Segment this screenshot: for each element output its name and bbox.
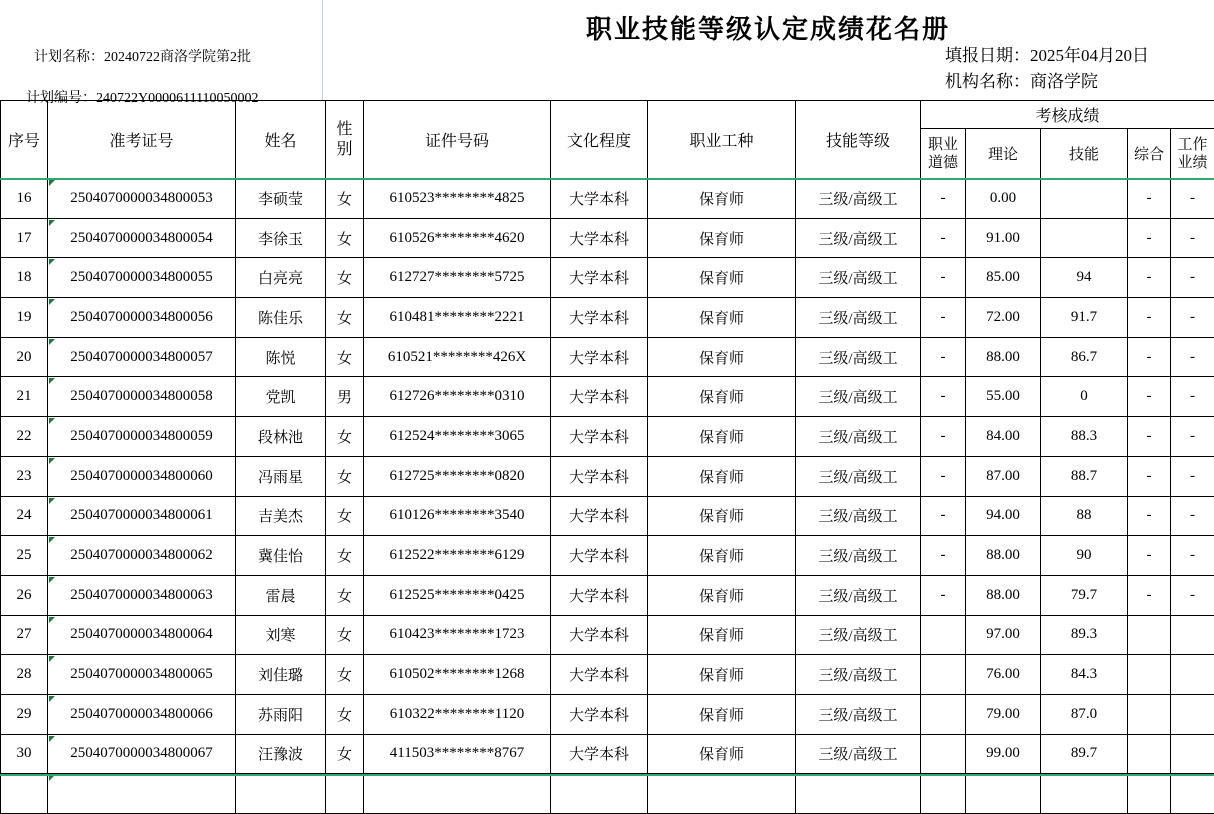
cell-skill[interactable] — [1041, 179, 1128, 219]
selection-boundary-line-top — [0, 178, 1214, 180]
cell-name[interactable]: 陈佳乐 — [236, 298, 326, 338]
cell-occupation[interactable]: 保育师 — [648, 536, 796, 576]
cell-education[interactable] — [551, 774, 648, 814]
col-header-seq[interactable]: 序号 — [1, 101, 48, 179]
cell-theory[interactable]: 72.00 — [966, 298, 1041, 338]
cell-name[interactable] — [236, 774, 326, 814]
ticket-no-text: 2504070000034800060 — [70, 468, 213, 484]
cell-gender[interactable]: 女 — [326, 456, 364, 496]
cell-seq[interactable]: 24 — [1, 496, 48, 536]
cell-seq[interactable]: 21 — [1, 377, 48, 417]
plan-code-text: 计划编号：240722Y0000611110050002 — [26, 87, 259, 107]
org-name-text: 机构名称：商洛学院 — [945, 69, 1149, 95]
cell-id-number[interactable]: 610423********1723 — [364, 615, 551, 655]
cell-performance[interactable] — [1171, 694, 1214, 734]
cell-education[interactable]: 大学本科 — [551, 337, 648, 377]
cell-education[interactable]: 大学本科 — [551, 218, 648, 258]
ticket-no-text: 2504070000034800066 — [70, 706, 213, 722]
table-row — [1, 218, 1214, 258]
error-triangle-icon — [49, 299, 55, 305]
cell-name[interactable]: 雷晨 — [236, 575, 326, 615]
cell-skill[interactable]: 88.3 — [1041, 417, 1128, 457]
error-triangle-icon — [49, 498, 55, 504]
cell-occupation[interactable]: 保育师 — [648, 655, 796, 695]
col-header-performance[interactable]: 工作业绩 — [1171, 129, 1214, 179]
cell-seq[interactable]: 16 — [1, 179, 48, 219]
cell-skill-level[interactable]: 三级/高级工 — [796, 218, 921, 258]
cell-skill-level[interactable] — [796, 774, 921, 814]
cell-performance[interactable]: - — [1171, 456, 1214, 496]
cell-id-number[interactable]: 612524********3065 — [364, 417, 551, 457]
cell-occupation[interactable]: 保育师 — [648, 615, 796, 655]
ticket-no-text: 2504070000034800061 — [70, 507, 213, 523]
table-row — [1, 456, 1214, 496]
cell-ticket-no[interactable] — [48, 417, 236, 457]
cell-performance[interactable] — [1171, 615, 1214, 655]
cell-ticket-no[interactable] — [48, 298, 236, 338]
cell-theory[interactable]: 87.00 — [966, 456, 1041, 496]
cell-skill-level[interactable]: 三级/高级工 — [796, 615, 921, 655]
cell-ticket-no[interactable] — [48, 456, 236, 496]
cell-skill-level[interactable]: 三级/高级工 — [796, 179, 921, 219]
cell-skill[interactable]: 89.3 — [1041, 615, 1128, 655]
cell-skill[interactable]: 94 — [1041, 258, 1128, 298]
cell-comprehensive[interactable] — [1128, 655, 1171, 695]
cell-skill[interactable]: 89.7 — [1041, 734, 1128, 774]
cell-comprehensive[interactable] — [1128, 734, 1171, 774]
cell-id-number[interactable]: 612525********0425 — [364, 575, 551, 615]
cell-education[interactable]: 大学本科 — [551, 456, 648, 496]
cell-ticket-no[interactable] — [48, 496, 236, 536]
cell-ethics[interactable]: - — [921, 298, 966, 338]
cell-ticket-no[interactable] — [48, 536, 236, 576]
cell-education[interactable]: 大学本科 — [551, 258, 648, 298]
fill-date-text: 填报日期：2025年04月20日 — [945, 43, 1149, 69]
cell-education[interactable]: 大学本科 — [551, 179, 648, 219]
cell-skill-level[interactable]: 三级/高级工 — [796, 496, 921, 536]
cell-gender[interactable]: 女 — [326, 179, 364, 219]
roster-table-body — [1, 179, 1214, 814]
cell-seq[interactable]: 25 — [1, 536, 48, 576]
col-group-header-scores[interactable]: 考核成绩 — [921, 101, 1214, 129]
cell-education[interactable]: 大学本科 — [551, 615, 648, 655]
ticket-no-text: 2504070000034800065 — [70, 666, 213, 682]
cell-occupation[interactable]: 保育师 — [648, 258, 796, 298]
cell-gender[interactable]: 女 — [326, 258, 364, 298]
cell-seq[interactable]: 30 — [1, 734, 48, 774]
roster-table — [0, 100, 1214, 814]
cell-performance[interactable]: - — [1171, 337, 1214, 377]
cell-gender[interactable]: 男 — [326, 377, 364, 417]
cell-comprehensive[interactable]: - — [1128, 179, 1171, 219]
cell-skill-level[interactable]: 三级/高级工 — [796, 456, 921, 496]
cell-gender[interactable]: 女 — [326, 615, 364, 655]
error-triangle-icon — [49, 736, 55, 742]
cell-name[interactable]: 刘佳璐 — [236, 655, 326, 695]
cell-comprehensive[interactable]: - — [1128, 258, 1171, 298]
cell-seq[interactable]: 18 — [1, 258, 48, 298]
error-triangle-icon — [49, 577, 55, 583]
cell-performance[interactable]: - — [1171, 575, 1214, 615]
cell-comprehensive[interactable]: - — [1128, 298, 1171, 338]
cell-theory[interactable]: 55.00 — [966, 377, 1041, 417]
cell-id-number[interactable]: 612726********0310 — [364, 377, 551, 417]
cell-name[interactable]: 白亮亮 — [236, 258, 326, 298]
cell-education[interactable]: 大学本科 — [551, 377, 648, 417]
cell-ethics[interactable]: - — [921, 337, 966, 377]
cell-id-number[interactable] — [364, 774, 551, 814]
error-triangle-icon — [49, 418, 55, 424]
col-header-occupation[interactable]: 职业工种 — [648, 101, 796, 179]
cell-theory[interactable]: 85.00 — [966, 258, 1041, 298]
cell-seq[interactable]: 29 — [1, 694, 48, 734]
cell-education[interactable]: 大学本科 — [551, 655, 648, 695]
cell-ticket-no[interactable] — [48, 337, 236, 377]
cell-ethics[interactable] — [921, 615, 966, 655]
selection-boundary-line-bottom — [0, 774, 1214, 776]
table-row-partial — [1, 774, 1214, 814]
cell-comprehensive[interactable] — [1128, 615, 1171, 655]
cell-name[interactable]: 刘寒 — [236, 615, 326, 655]
table-row — [1, 496, 1214, 536]
cell-performance[interactable]: - — [1171, 536, 1214, 576]
cell-gender[interactable]: 女 — [326, 694, 364, 734]
cell-theory[interactable]: 94.00 — [966, 496, 1041, 536]
cell-occupation[interactable]: 保育师 — [648, 734, 796, 774]
cell-ticket-no[interactable] — [48, 575, 236, 615]
cell-seq[interactable] — [1, 774, 48, 814]
cell-seq[interactable]: 17 — [1, 218, 48, 258]
ticket-no-text: 2504070000034800054 — [70, 230, 213, 246]
col-header-ticket-no[interactable]: 准考证号 — [48, 101, 236, 179]
col-header-gender[interactable]: 性别 — [326, 101, 364, 179]
cell-name[interactable]: 陈悦 — [236, 337, 326, 377]
cell-name[interactable]: 李徐玉 — [236, 218, 326, 258]
cell-occupation[interactable]: 保育师 — [648, 694, 796, 734]
cell-performance[interactable]: - — [1171, 496, 1214, 536]
cell-ethics[interactable] — [921, 734, 966, 774]
cell-ethics[interactable]: - — [921, 377, 966, 417]
error-triangle-icon — [49, 775, 55, 781]
cell-theory[interactable]: 91.00 — [966, 218, 1041, 258]
cell-gender[interactable]: 女 — [326, 655, 364, 695]
cell-skill[interactable]: 90 — [1041, 536, 1128, 576]
cell-seq[interactable]: 26 — [1, 575, 48, 615]
cell-theory[interactable]: 97.00 — [966, 615, 1041, 655]
cell-theory[interactable]: 0.00 — [966, 179, 1041, 219]
col-header-id-number[interactable]: 证件号码 — [364, 101, 551, 179]
cell-id-number[interactable]: 612522********6129 — [364, 536, 551, 576]
cell-theory[interactable]: 88.00 — [966, 337, 1041, 377]
cell-ethics[interactable]: - — [921, 218, 966, 258]
cell-occupation[interactable]: 保育师 — [648, 218, 796, 258]
error-triangle-icon — [49, 537, 55, 543]
col-header-comprehensive[interactable]: 综合 — [1128, 129, 1171, 179]
cell-id-number[interactable]: 411503********8767 — [364, 734, 551, 774]
cell-performance[interactable] — [1171, 655, 1214, 695]
table-row — [1, 694, 1214, 734]
ticket-no-text: 2504070000034800063 — [70, 587, 213, 603]
cell-occupation[interactable]: 保育师 — [648, 298, 796, 338]
cell-skill-level[interactable]: 三级/高级工 — [796, 298, 921, 338]
cell-theory[interactable]: 99.00 — [966, 734, 1041, 774]
error-triangle-icon — [49, 458, 55, 464]
cell-performance[interactable]: - — [1171, 179, 1214, 219]
cell-occupation[interactable]: 保育师 — [648, 496, 796, 536]
cell-name[interactable]: 李硕莹 — [236, 179, 326, 219]
report-meta-block — [945, 43, 1149, 95]
cell-theory[interactable]: 88.00 — [966, 575, 1041, 615]
cell-performance[interactable]: - — [1171, 218, 1214, 258]
cell-ethics[interactable] — [921, 655, 966, 695]
cell-skill[interactable]: 88.7 — [1041, 456, 1128, 496]
cell-ticket-no[interactable] — [48, 774, 236, 814]
table-row — [1, 258, 1214, 298]
cell-ethics[interactable]: - — [921, 258, 966, 298]
cell-gender[interactable]: 女 — [326, 734, 364, 774]
cell-education[interactable]: 大学本科 — [551, 417, 648, 457]
cell-seq[interactable]: 23 — [1, 456, 48, 496]
cell-theory[interactable]: 84.00 — [966, 417, 1041, 457]
ticket-no-text: 2504070000034800067 — [70, 745, 213, 761]
cell-ethics[interactable]: - — [921, 456, 966, 496]
cell-ticket-no[interactable] — [48, 694, 236, 734]
error-triangle-icon — [49, 656, 55, 662]
cell-name[interactable]: 段林池 — [236, 417, 326, 457]
error-triangle-icon — [49, 696, 55, 702]
cell-ticket-no[interactable] — [48, 615, 236, 655]
cell-occupation[interactable]: 保育师 — [648, 456, 796, 496]
cell-skill-level[interactable]: 三级/高级工 — [796, 694, 921, 734]
cell-gender[interactable]: 女 — [326, 496, 364, 536]
ticket-no-text: 2504070000034800053 — [70, 190, 213, 206]
table-row — [1, 655, 1214, 695]
cell-comprehensive[interactable] — [1128, 694, 1171, 734]
ticket-no-text: 2504070000034800062 — [70, 547, 213, 563]
table-row — [1, 377, 1214, 417]
error-triangle-icon — [49, 339, 55, 345]
cell-gender[interactable] — [326, 774, 364, 814]
cell-occupation[interactable]: 保育师 — [648, 179, 796, 219]
cell-id-number[interactable]: 610481********2221 — [364, 298, 551, 338]
ticket-no-text: 2504070000034800059 — [70, 428, 213, 444]
cell-skill[interactable]: 91.7 — [1041, 298, 1128, 338]
cell-skill[interactable]: 86.7 — [1041, 337, 1128, 377]
cell-name[interactable]: 苏雨阳 — [236, 694, 326, 734]
cell-id-number[interactable]: 610126********3540 — [364, 496, 551, 536]
error-triangle-icon — [49, 220, 55, 226]
cell-performance[interactable]: - — [1171, 377, 1214, 417]
cell-id-number[interactable]: 612727********5725 — [364, 258, 551, 298]
col-header-name[interactable]: 姓名 — [236, 101, 326, 179]
cell-name[interactable]: 冯雨星 — [236, 456, 326, 496]
cell-ticket-no[interactable] — [48, 179, 236, 219]
cell-ticket-no[interactable] — [48, 258, 236, 298]
cell-occupation[interactable]: 保育师 — [648, 377, 796, 417]
cell-ethics[interactable]: - — [921, 496, 966, 536]
cell-comprehensive[interactable]: - — [1128, 337, 1171, 377]
ticket-no-text: 2504070000034800056 — [70, 309, 213, 325]
col-header-ethics[interactable]: 职业道德 — [921, 129, 966, 179]
table-row — [1, 734, 1214, 774]
cell-gender[interactable]: 女 — [326, 575, 364, 615]
error-triangle-icon — [49, 617, 55, 623]
cell-education[interactable]: 大学本科 — [551, 734, 648, 774]
cell-education[interactable]: 大学本科 — [551, 536, 648, 576]
cell-theory[interactable] — [966, 774, 1041, 814]
cell-name[interactable]: 汪豫波 — [236, 734, 326, 774]
cell-id-number[interactable]: 610322********1120 — [364, 694, 551, 734]
col-header-skill[interactable]: 技能 — [1041, 129, 1128, 179]
cell-education[interactable]: 大学本科 — [551, 694, 648, 734]
cell-seq[interactable]: 22 — [1, 417, 48, 457]
cell-skill[interactable] — [1041, 218, 1128, 258]
cell-skill[interactable]: 88 — [1041, 496, 1128, 536]
cell-theory[interactable]: 76.00 — [966, 655, 1041, 695]
cell-skill[interactable]: 87.0 — [1041, 694, 1128, 734]
cell-occupation[interactable] — [648, 774, 796, 814]
cell-id-number[interactable]: 610521********426X — [364, 337, 551, 377]
cell-performance[interactable] — [1171, 774, 1214, 814]
cell-skill[interactable]: 79.7 — [1041, 575, 1128, 615]
ticket-no-text: 2504070000034800055 — [70, 269, 213, 285]
cell-skill-level[interactable]: 三级/高级工 — [796, 417, 921, 457]
page-title: 职业技能等级认定成绩花名册 — [322, 9, 1214, 46]
cell-seq[interactable]: 19 — [1, 298, 48, 338]
cell-ethics[interactable]: - — [921, 575, 966, 615]
cell-id-number[interactable]: 610526********4620 — [364, 218, 551, 258]
cell-ticket-no[interactable] — [48, 734, 236, 774]
cell-comprehensive[interactable]: - — [1128, 456, 1171, 496]
cell-skill[interactable]: 0 — [1041, 377, 1128, 417]
cell-theory[interactable]: 88.00 — [966, 536, 1041, 576]
cell-ethics[interactable]: - — [921, 536, 966, 576]
cell-id-number[interactable]: 610502********1268 — [364, 655, 551, 695]
table-row — [1, 536, 1214, 576]
cell-name[interactable]: 吉美杰 — [236, 496, 326, 536]
cell-performance[interactable] — [1171, 734, 1214, 774]
cell-skill-level[interactable]: 三级/高级工 — [796, 337, 921, 377]
cell-gender[interactable]: 女 — [326, 337, 364, 377]
error-triangle-icon — [49, 378, 55, 384]
cell-skill[interactable]: 84.3 — [1041, 655, 1128, 695]
ticket-no-text: 2504070000034800058 — [70, 388, 213, 404]
cell-gender[interactable]: 女 — [326, 218, 364, 258]
table-row — [1, 575, 1214, 615]
cell-ethics[interactable] — [921, 774, 966, 814]
col-header-skill-level[interactable]: 技能等级 — [796, 101, 921, 179]
cell-comprehensive[interactable]: - — [1128, 496, 1171, 536]
cell-gender[interactable]: 女 — [326, 298, 364, 338]
cell-occupation[interactable]: 保育师 — [648, 575, 796, 615]
cell-education[interactable]: 大学本科 — [551, 298, 648, 338]
cell-id-number[interactable]: 612725********0820 — [364, 456, 551, 496]
ticket-no-text: 2504070000034800064 — [70, 626, 213, 642]
cell-gender[interactable]: 女 — [326, 536, 364, 576]
cell-ethics[interactable]: - — [921, 417, 966, 457]
cell-theory[interactable]: 79.00 — [966, 694, 1041, 734]
table-row — [1, 615, 1214, 655]
table-row — [1, 417, 1214, 457]
error-triangle-icon — [49, 259, 55, 265]
cell-education[interactable]: 大学本科 — [551, 575, 648, 615]
document-header — [0, 0, 1214, 100]
cell-comprehensive[interactable] — [1128, 774, 1171, 814]
roster-table-head — [1, 101, 1214, 179]
cell-skill-level[interactable]: 三级/高级工 — [796, 258, 921, 298]
cell-ticket-no[interactable] — [48, 218, 236, 258]
cell-seq[interactable]: 20 — [1, 337, 48, 377]
cell-skill-level[interactable]: 三级/高级工 — [796, 655, 921, 695]
cell-comprehensive[interactable]: - — [1128, 417, 1171, 457]
cell-education[interactable]: 大学本科 — [551, 496, 648, 536]
cell-skill[interactable] — [1041, 774, 1128, 814]
ticket-no-text: 2504070000034800057 — [70, 349, 213, 365]
table-row — [1, 179, 1214, 219]
cell-name[interactable]: 冀佳怡 — [236, 536, 326, 576]
cell-comprehensive[interactable]: - — [1128, 575, 1171, 615]
cell-gender[interactable]: 女 — [326, 417, 364, 457]
col-header-theory[interactable]: 理论 — [966, 129, 1041, 179]
cell-name[interactable]: 党凯 — [236, 377, 326, 417]
cell-skill-level[interactable]: 三级/高级工 — [796, 377, 921, 417]
cell-performance[interactable]: - — [1171, 298, 1214, 338]
cell-comprehensive[interactable]: - — [1128, 218, 1171, 258]
table-row — [1, 298, 1214, 338]
cell-performance[interactable]: - — [1171, 417, 1214, 457]
cell-ethics[interactable] — [921, 694, 966, 734]
cell-seq[interactable]: 27 — [1, 615, 48, 655]
cell-performance[interactable]: - — [1171, 258, 1214, 298]
cell-skill-level[interactable]: 三级/高级工 — [796, 536, 921, 576]
cell-occupation[interactable]: 保育师 — [648, 417, 796, 457]
cell-skill-level[interactable]: 三级/高级工 — [796, 575, 921, 615]
cell-ethics[interactable]: - — [921, 179, 966, 219]
cell-occupation[interactable]: 保育师 — [648, 337, 796, 377]
plan-name-text: 计划名称：20240722商洛学院第2批 — [34, 46, 251, 66]
cell-comprehensive[interactable]: - — [1128, 377, 1171, 417]
cell-id-number[interactable]: 610523********4825 — [364, 179, 551, 219]
cell-ticket-no[interactable] — [48, 377, 236, 417]
col-header-education[interactable]: 文化程度 — [551, 101, 648, 179]
table-row — [1, 337, 1214, 377]
cell-seq[interactable]: 28 — [1, 655, 48, 695]
header-row-1 — [1, 101, 1214, 129]
cell-skill-level[interactable]: 三级/高级工 — [796, 734, 921, 774]
cell-comprehensive[interactable]: - — [1128, 536, 1171, 576]
error-triangle-icon — [49, 180, 55, 186]
cell-ticket-no[interactable] — [48, 655, 236, 695]
